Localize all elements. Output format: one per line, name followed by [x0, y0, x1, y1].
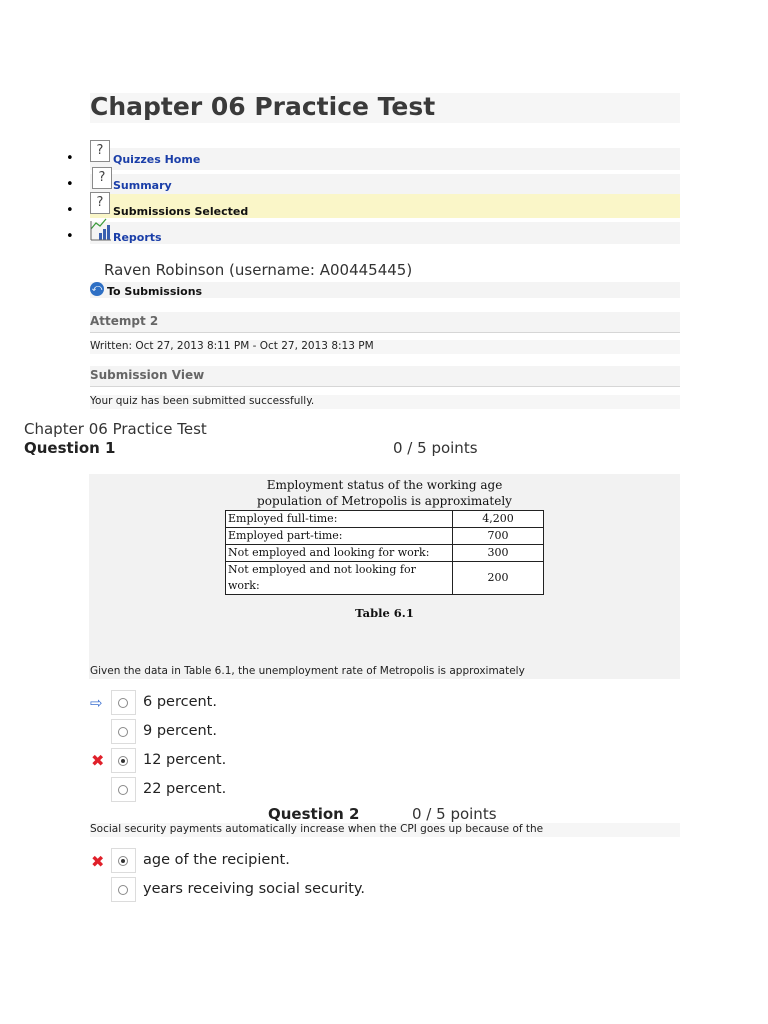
radio-button[interactable] — [118, 785, 128, 795]
question-1-title: Question 1 — [24, 439, 116, 457]
nav-quizzes-home[interactable]: Quizzes Home — [113, 153, 201, 166]
question-2-prompt: Social security payments automatically increase when the CPI goes up because of the — [90, 823, 544, 835]
table-row — [226, 562, 544, 595]
answer-radio-box[interactable] — [111, 719, 136, 744]
answer-radio-box[interactable] — [111, 848, 136, 873]
submission-message: Your quiz has been submitted successfully. — [90, 395, 315, 407]
table-label: Table 6.1 — [355, 606, 414, 620]
answer-radio-box[interactable] — [111, 777, 136, 802]
attempt-heading: Attempt 2 — [90, 314, 159, 328]
quiz-title: Chapter 06 Practice Test — [24, 420, 207, 438]
attempt-written: Written: Oct 27, 2013 8:11 PM - Oct 27, 2013 8:13 PM — [90, 340, 374, 352]
nav-row-summary[interactable] — [90, 174, 680, 196]
table-cell-label: Not employed and looking for work: — [226, 545, 453, 562]
x-icon: ✖ — [91, 852, 105, 871]
table-cell-label: Employed part-time: — [226, 528, 453, 545]
nav-row-reports[interactable] — [90, 222, 680, 244]
back-arrow-icon[interactable]: ⤺ — [91, 283, 103, 294]
figure-caption-line1: Employment status of the working age — [266, 478, 503, 492]
attempt-written-row — [90, 340, 680, 354]
radio-button[interactable] — [118, 698, 128, 708]
summary-icon[interactable]: ? — [92, 167, 112, 189]
answer-option[interactable]: age of the recipient. — [143, 852, 290, 868]
answer-option[interactable]: 12 percent. — [143, 752, 227, 768]
answer-radio-box[interactable] — [111, 748, 136, 773]
table-cell-label: Not employed and not looking for work: — [226, 562, 453, 595]
table-row — [226, 545, 544, 562]
reports-icon[interactable] — [90, 217, 112, 241]
nav-summary[interactable]: Summary — [113, 179, 172, 192]
table-cell-value: 300 — [453, 545, 544, 562]
table-cell-value: 700 — [453, 528, 544, 545]
bullet: • — [66, 151, 74, 166]
submission-message-row — [90, 395, 680, 409]
bullet: • — [66, 203, 74, 218]
table-cell-value: 200 — [453, 562, 544, 595]
question-1-prompt: Given the data in Table 6.1, the unemployment rate of Metropolis is approximately — [90, 665, 525, 677]
answer-option[interactable]: 6 percent. — [143, 694, 217, 710]
table-row — [226, 528, 544, 545]
bullet: • — [66, 229, 74, 244]
submissions-icon[interactable]: ? — [90, 192, 110, 214]
employment-table — [225, 510, 544, 595]
nav-submissions-selected[interactable]: Submissions Selected — [113, 205, 249, 218]
user-info: Raven Robinson (username: A00445445) — [104, 261, 413, 279]
answer-option[interactable]: 22 percent. — [143, 781, 227, 797]
answer-option[interactable]: 9 percent. — [143, 723, 217, 739]
figure-caption-line2: population of Metrop​olis is approximately — [257, 494, 512, 508]
quizzes-icon[interactable]: ? — [90, 140, 110, 162]
question-1-points: 0 / 5 points — [393, 439, 478, 457]
nav-reports[interactable]: Reports — [113, 231, 162, 244]
table-row — [226, 511, 544, 528]
table-cell-value: 4,200 — [453, 511, 544, 528]
radio-button-selected[interactable] — [118, 756, 128, 766]
answer-radio-box[interactable] — [111, 690, 136, 715]
question-2-title: Question 2 — [268, 805, 360, 823]
table-6-1-figure — [89, 474, 680, 679]
page-title: Chapter 06 Practice Test — [90, 92, 436, 121]
to-submissions-link[interactable]: To Submissions — [107, 285, 203, 298]
answer-radio-box[interactable] — [111, 877, 136, 902]
submission-heading: Submission View — [90, 368, 205, 382]
radio-button[interactable] — [118, 885, 128, 895]
attempt-heading-row — [90, 312, 680, 333]
submission-heading-row — [90, 366, 680, 387]
table-cell-label: Employed full-time: — [226, 511, 453, 528]
radio-button[interactable] — [118, 727, 128, 737]
question-2-points: 0 / 5 points — [412, 805, 497, 823]
x-icon: ✖ — [91, 751, 105, 770]
arrow-icon: ⇨ — [90, 694, 103, 712]
radio-button-selected[interactable] — [118, 856, 128, 866]
bullet: • — [66, 177, 74, 192]
answer-option[interactable]: years receiving social security. — [143, 881, 365, 897]
